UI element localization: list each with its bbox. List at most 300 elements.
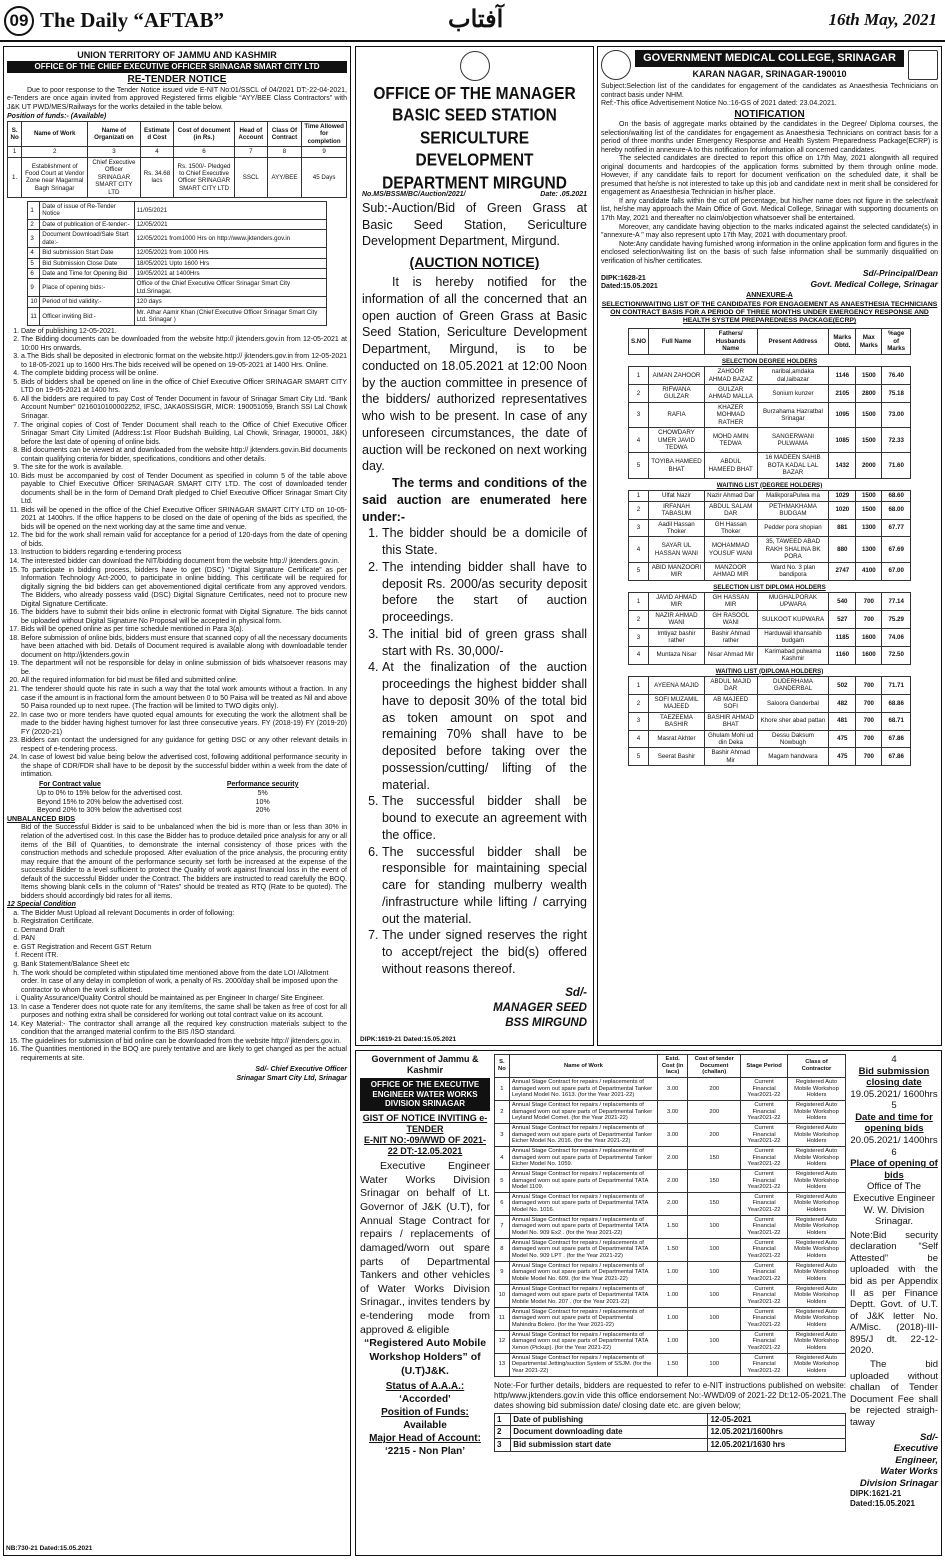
gmc-cell: Bashir Ahmad Mir xyxy=(704,748,757,766)
ww-class-cell: Registered Auto Mobile Workshop Holders xyxy=(787,1307,845,1330)
gmc-candidates-table xyxy=(628,328,911,766)
ww-gist: GIST OF NOTICE INVITING e-TENDER xyxy=(362,1113,488,1135)
ww-sig-line: Executive Engineer, xyxy=(893,1443,938,1466)
seed-body: It is hereby notified for the information of all the concerned that an open auction of Green Grass at Basic Seed Station, Sericulture Development Department, Mirgund, is to be conducted on 18.05.2021 at 12:00 Noon by the auction committee in presence of the bidders/ authorized representatives who wish to be present. In case of any unforeseen circumstances, the date of auction will be reckoned on next working day. xyxy=(362,275,587,474)
gmc-cell: 67.77 xyxy=(882,519,911,537)
sc-cell: AYY/BEE xyxy=(267,157,301,197)
ww-period-cell: Current Financial Year2021-22 xyxy=(741,1353,788,1376)
seed-sig-line: BSS MIRGUND xyxy=(505,1016,587,1029)
ww-class-cell: Registered Auto Mobile Workshop Holders xyxy=(787,1238,845,1261)
sc-schedule-cell: 6 xyxy=(28,269,40,279)
sc-special-item: b. Registration Certificate. xyxy=(21,918,347,927)
ww-cell: 100 xyxy=(688,1261,741,1284)
sc-col-number: 3 xyxy=(88,147,141,157)
ww-period-cell: Current Financial Year2021-22 xyxy=(741,1307,788,1330)
table-row xyxy=(495,1307,846,1330)
gmc-cell: 67.69 xyxy=(882,537,911,562)
gmc-cell: 1500 xyxy=(856,491,882,501)
gmc-cell: MUGHALPORAK UPWARA xyxy=(757,593,829,611)
sc-intro: Due to poor response to the Tender Notice issued vide E-NIT No:01/SSCL of 04/2021 DT:-22-04-2021, e-Tenders are once again invited from approved Registered firms eligible “AYY/BEE Class Contractors” with J&K UT PWD/MES/Railways for the works detailed in the table below. xyxy=(7,86,347,111)
gmc-cell: 1185 xyxy=(829,628,856,646)
gmc-cell: Nisar Ahmad Mir xyxy=(704,646,757,664)
table-row xyxy=(495,1192,846,1215)
sc-clause: 23. Bidders can contact the undersigned for any guidance for getting DSC or any other relevant details in respect of e-tendering process. xyxy=(21,737,347,754)
ww-cell: 100 xyxy=(688,1238,741,1261)
sc-clause: 9. The site for the work is available. xyxy=(21,464,347,473)
gmc-cell: ABDUL HAMEED BHAT xyxy=(704,453,757,478)
table-row xyxy=(628,610,910,628)
ww-period-cell: Current Financial Year2021-22 xyxy=(741,1169,788,1192)
ww-class-cell: Registered Auto Mobile Workshop Holders xyxy=(787,1100,845,1123)
gmc-cell: GH HASSAN MIR xyxy=(704,593,757,611)
sc-clause: 7. The original copies of Cost of Tender Document shall reach to the Office of Chief Executive Officer Srinagar Smart City Limited (Address:1st Floor Budshah Building, Lal Chowk, Srinagar, 190001, J&K) before the last date of opening of online bids. xyxy=(21,422,347,448)
seed-condition: 7. The under signed reserves the right to accept/reject the bid(s) offered without reasons thereof. xyxy=(382,927,587,977)
sc-unbalanced-title: UNBALANCED BIDS xyxy=(7,815,76,823)
seed-condition: 1. The bidder should be a domicile of this State. xyxy=(382,525,587,559)
sc-cell: SSCL xyxy=(234,157,267,197)
ww-dates-table xyxy=(494,1413,846,1452)
ww-right-column xyxy=(850,1054,938,1509)
ww-cell: 2 xyxy=(495,1100,510,1123)
ww-date-row xyxy=(495,1439,846,1452)
gmc-col-header: Present Address xyxy=(757,329,829,354)
gmc-cell: 72.33 xyxy=(882,428,911,453)
ww-class-cell: Registered Auto Mobile Workshop Holders xyxy=(787,1353,845,1376)
ww-cell: 5 xyxy=(495,1169,510,1192)
ww-period-cell: Current Financial Year2021-22 xyxy=(741,1261,788,1284)
table-row xyxy=(628,748,910,766)
table-row xyxy=(628,562,910,580)
ww-cell: 2.00 xyxy=(657,1146,687,1169)
ww-col-header: S. No xyxy=(495,1055,510,1078)
ww-right-label: Date and time for opening bids xyxy=(855,1111,933,1135)
ww-cell: 150 xyxy=(688,1192,741,1215)
sc-schedule-cell: 12/05/2021 xyxy=(134,219,326,229)
gmc-cell: 71.60 xyxy=(882,453,911,478)
ww-period-cell: Current Financial Year2021-22 xyxy=(741,1238,788,1261)
ww-col-header: Name of Work xyxy=(509,1055,657,1078)
gmc-cell: GH Hassan Thoker xyxy=(704,519,757,537)
ww-period-cell: Current Financial Year2021-22 xyxy=(741,1077,788,1100)
gmc-cell: Bashir Ahmad rather xyxy=(704,628,757,646)
ww-cell: 6 xyxy=(495,1192,510,1215)
sc-schedule-cell: 5 xyxy=(28,258,40,268)
ww-holders: “Registered Auto Mobile Workshop Holders” of (U.T)J&K. xyxy=(363,1337,487,1377)
sc-col-header: Estimate d Cost xyxy=(140,122,174,147)
ww-right-value: 20.05.2021/ 1400hrs xyxy=(850,1135,938,1147)
gmc-cell: NAZIR AHMAD WANI xyxy=(649,610,705,628)
gmc-cell: CHOWDARY UMER JAVID TEDWA xyxy=(649,428,705,453)
gmc-cell: TOYIBA HAMEED BHAT xyxy=(649,453,705,478)
sc-perf-cell: Beyond 20% to 30% below the advertised cost xyxy=(37,807,182,815)
ww-col-header: Cost of tender Document (challan) xyxy=(688,1055,741,1078)
sc-schedule-cell: Date of publication of E-tender:- xyxy=(40,219,134,229)
sc-special-title: 12 Special Condition xyxy=(7,901,76,909)
gmc-cell: AB MAJEED SOFI xyxy=(704,694,757,712)
gmc-cell: 1 xyxy=(628,676,648,694)
gmc-cell: Saloora Ganderbal xyxy=(757,694,829,712)
gmc-cell: Pedder pora shopian xyxy=(757,519,829,537)
sc-schedule-cell: 2 xyxy=(28,219,40,229)
gmc-cell: TAEZEEMA BASHIR xyxy=(649,712,705,730)
gmc-group-row xyxy=(628,664,910,676)
ww-class-cell: Registered Auto Mobile Workshop Holders xyxy=(787,1215,845,1238)
sc-signature: Sd/- Chief Executive Officer Srinagar Smart City Ltd, Srinagar xyxy=(236,1066,347,1082)
seed-heading-line: DEPARTMENT MIRGUND xyxy=(382,173,567,193)
sc-schedule-cell: 18/05/2021 Upto 1600 Hrs xyxy=(134,258,326,268)
gmc-cell: 700 xyxy=(856,676,882,694)
gmc-cell: 700 xyxy=(856,694,882,712)
ww-date-cell: 12.05.2021/1600hrs xyxy=(708,1426,846,1439)
gmc-cell: 1 xyxy=(628,593,648,611)
gmc-cell: 700 xyxy=(856,748,882,766)
ww-cell: Annual Stage Contract for repairs / replacements of damaged worn out spare parts of Departmental TATA Model No. 909 Ex2 . (for the Year 2021-22) xyxy=(509,1215,657,1238)
gmc-cell: 502 xyxy=(829,676,856,694)
gmc-cell: 35, TAWEED ABAD RAKH SHALINA BK PORA xyxy=(757,537,829,562)
gmc-cell: 68.60 xyxy=(882,491,911,501)
ww-col-header: Estd. Cost (in lacs) xyxy=(657,1055,687,1078)
ww-cell: 12 xyxy=(495,1330,510,1353)
ww-period-cell: Current Financial Year2021-22 xyxy=(741,1100,788,1123)
ww-class-cell: Registered Auto Mobile Workshop Holders xyxy=(787,1123,845,1146)
sc-special xyxy=(7,910,347,1004)
ww-cell: 3.00 xyxy=(657,1123,687,1146)
sc-schedule-cell: 1 xyxy=(28,201,40,219)
gmc-cell: 5 xyxy=(628,748,648,766)
ww-class-cell: Registered Auto Mobile Workshop Holders xyxy=(787,1146,845,1169)
sc-cell: Rs. 1500/- Pledged to Chief Executive Officer SRINAGAR SMART CITY LTD xyxy=(174,157,235,197)
gmc-cell: 475 xyxy=(829,730,856,748)
sc-col-number: 7 xyxy=(234,147,267,157)
ww-period-cell: Current Financial Year2021-22 xyxy=(741,1146,788,1169)
ww-note: Note:-For further details, bidders are requested to refer to e-NIT instructions published on website: http/www.jktenders.gov.in vide this office endorsement No:-WWD/09 of 2021-22 Dt:12-05-2021.The dates showing bid submission date/ closing date etc. are given below; xyxy=(494,1380,846,1410)
sc-clause: 12. The bid for the work shall remain valid for acceptance for a period of 120-days from the date of opening of bids. xyxy=(21,532,347,549)
gmc-group-title: WAITING LIST (DIPLOMA HOLDERS) xyxy=(715,667,824,675)
ww-cell: 7 xyxy=(495,1215,510,1238)
sc-clause: 10. Bids must be accompanied by cost of Tender Document as specified in column 5 of the table above payable to Chief Executive Officer SRINAGAR SMART CITY LTD. The cost of downloaded tender documents shall be in the form of Demand Draft pledged to Chief Executive Officer Srinagar Smart City Ltd. xyxy=(21,473,347,507)
sc-schedule-cell: 4 xyxy=(28,248,40,258)
sc-perf-row xyxy=(37,799,309,808)
ww-class-cell: Registered Auto Mobile Workshop Holders xyxy=(787,1261,845,1284)
ww-cell: 2.00 xyxy=(657,1169,687,1192)
ww-cell: 150 xyxy=(688,1169,741,1192)
seed-condition: 2. The intending bidder shall have to deposit Rs. 2000/as security deposit before the start of auction proceedings. xyxy=(382,559,587,626)
sc-col-number: 8 xyxy=(267,147,301,157)
gmc-cell: 1020 xyxy=(829,501,856,519)
gmc-cell: 3 xyxy=(628,628,648,646)
table-row xyxy=(628,593,910,611)
gmc-header xyxy=(601,50,938,80)
sc-clause: 4. The complete bidding process will be online. xyxy=(21,370,347,379)
sc-work-table xyxy=(7,121,347,198)
sc-ut: UNION TERRITORY OF JAMMU AND KASHMIR xyxy=(77,50,277,60)
water-works-notice xyxy=(355,1050,942,1556)
sc-schedule-row xyxy=(28,258,326,268)
sc-schedule-row xyxy=(28,230,326,248)
gmc-cell: Harduwail khansahib budgam xyxy=(757,628,829,646)
ww-period-cell: Current Financial Year2021-22 xyxy=(741,1123,788,1146)
gmc-cell: SOFI MUZAMIL MAJEED xyxy=(649,694,705,712)
sc-cell: Establishment of Food Court at Vendor Zone near Magarmal Bagh Srinagar xyxy=(22,157,88,197)
seed-heading-line: SERICULTURE DEVELOPMENT xyxy=(415,128,534,171)
ww-class-cell: Registered Auto Mobile Workshop Holders xyxy=(787,1284,845,1307)
table-row xyxy=(628,428,910,453)
ww-cell: Annual Stage Contract for repairs / replacements of damaged worn out spare parts of Departmental TATA Xenon (Pickup). (for the Year 2021-22) xyxy=(509,1330,657,1353)
sc-clause: 17. Bids will be opened online as per time schedule mentioned in Para 3(a). xyxy=(21,626,347,635)
gmc-cell: 1500 xyxy=(856,402,882,427)
page-number: 09 xyxy=(4,6,34,36)
sc-unbalanced: Bid of the Successful Bidder is said to be unbalanced when the bid is more than or less than 30% in relation of the advertised cost. In this case the Bidder has to produce detailed price analysis for any or all items of the Bill of Quantities, to demonstrate the internal consistency of those prices with the construction methods and schedule proposed. After evaluation of the price analysis, the procuring entity may require that the amount of the performance security set forth be increased at the expense of the successful Bidder to a level sufficient to protect the Quality of work against financial loss in the event of default of the successful Bidder under the Contract. The bidders are instructed to read carefully the BOQ. Items showing blank cells in the column of “Rates” should be treated as RTQ (Rate to be quoted). The bidders should accordingly bid rates for all items. xyxy=(21,824,347,900)
sc-schedule-cell: Office of the Chief Executive Officer Srinagar Smart City Ltd.Srinagar. xyxy=(134,279,326,297)
sc-schedule-cell: Officer inviting Bid:- xyxy=(40,307,134,325)
ww-cell: Annual Stage Contract for repairs / replacements of damaged worn out spare parts of Departmental Tanker Eicher Model No. 1059. xyxy=(509,1146,657,1169)
ww-right-num: 4 xyxy=(891,1054,897,1065)
gmc-paragraph: Note:Any candidate having furnished wrong information in the online application form and figures in the enclosed selection/waiting list on the basis of such false information shall be summarily disqualified on verification of his/her certificates. xyxy=(601,240,938,265)
ww-class-cell: Registered Auto Mobile Workshop Holders xyxy=(787,1077,845,1100)
sc-title: RE-TENDER NOTICE xyxy=(127,73,227,85)
sc-cell: 1. xyxy=(8,157,22,197)
sc-clause: 8. Bid documents can be viewed at and downloaded from the website http:// jktenders.gov.in.Bid documents contain qualifying criteria for bidder, specifications, conditions and other details. xyxy=(21,447,347,464)
sc-position: Position of funds:- (Available) xyxy=(7,112,107,120)
gmc-cell: 1432 xyxy=(829,453,856,478)
gmc-emblem-icon xyxy=(601,50,631,80)
ww-cell: 1.50 xyxy=(657,1215,687,1238)
sc-schedule-cell: 19/05/2021 at 1400Hrs xyxy=(134,269,326,279)
ww-date-cell: Document downloading date xyxy=(511,1426,708,1439)
seed-ref-line: No.MS/BSSM/BC/Auction/2021/ Date: .05.2021 xyxy=(362,190,587,198)
gmc-cell: 72.50 xyxy=(882,646,911,664)
gmc-cell: 2000 xyxy=(856,453,882,478)
sc-special-item: h. The work should be completed within stipulated time mentioned above from the date LOI /Allotment order. In case of any delay in completion of work, a penalty of Rs. 2000/day shall be imposed upon the contractor to whom the work is allotted. xyxy=(21,970,347,996)
table-row xyxy=(628,384,910,402)
sc-schedule-cell: 120 days xyxy=(134,297,326,307)
ww-cell: 1.00 xyxy=(657,1284,687,1307)
gmc-cell: 880 xyxy=(829,537,856,562)
ww-cell: Annual Stage Contract for repairs / replacements of damaged worn out spare parts of Departmental Mahindra Bolero. (for the Year 2021-22) xyxy=(509,1307,657,1330)
ww-right-label: Bid submission closing date xyxy=(858,1065,930,1089)
gmc-cell: 482 xyxy=(829,694,856,712)
ww-office: OFFICE OF THE EXECUTIVE ENGINEER WATER WORKS DIVISION SRINAGAR xyxy=(360,1078,490,1111)
gmc-cell: 475 xyxy=(829,748,856,766)
gmc-logo-icon xyxy=(908,50,938,80)
sc-schedule-cell: Date and Time for Opening Bid xyxy=(40,269,134,279)
sc-col-number: 2 xyxy=(22,147,88,157)
table-row xyxy=(628,694,910,712)
sc-schedule-row xyxy=(28,248,326,258)
seed-condition: 5. The successful bidder shall be bound to execute an agreement with the office. xyxy=(382,793,587,843)
sc-schedule-cell: Place of opening bids:- xyxy=(40,279,134,297)
gmc-cell: RIFWANA GULZAR xyxy=(649,384,705,402)
sc-clause: 22. In case two or more tenders have quoted equal amounts for executing the work the allotment shall be made to the bidder having highest turnover for last three consecutive years. FY (2018-19) FY (2019-20) FY (2020-21) xyxy=(21,712,347,738)
gmc-dated: Dated:15.05.2021 xyxy=(601,283,658,291)
ww-cell: 200 xyxy=(688,1100,741,1123)
ww-date-cell: Date of publishing xyxy=(511,1413,708,1426)
table-row xyxy=(495,1238,846,1261)
sc-clause: 1. Date of publishing 12-05-2021. xyxy=(21,328,347,337)
sc-clause: 19. The department will not be responsible for delay in online submission of bids whatsoever reasons may be. xyxy=(21,660,347,677)
sc-col-header: Head of Account xyxy=(234,122,267,147)
gmc-cell: ABID MANZOORI MIR xyxy=(649,562,705,580)
ww-date-row xyxy=(495,1426,846,1439)
ww-date-row xyxy=(495,1413,846,1426)
sc-schedule-cell: 3 xyxy=(28,230,40,248)
ww-col-header: Stage Period xyxy=(741,1055,788,1078)
gmc-col-header: Marks Obtd. xyxy=(829,329,856,354)
gmc-cell: 4 xyxy=(628,428,648,453)
gmc-subject: Subject:Selection list of the candidates for engagement of the candidates as Anaesthesia Technicians on contract basis under NHM. xyxy=(601,83,938,99)
gmc-cell: 527 xyxy=(829,610,856,628)
ww-cell: 100 xyxy=(688,1330,741,1353)
sc-clause: 20. All the required information for bid must be filled and submitted online. xyxy=(21,677,347,686)
gmc-cell: Sonium kunzer xyxy=(757,384,829,402)
ww-cell: 3.00 xyxy=(657,1077,687,1100)
gmc-cell: GULZAR AHMAD MALLA xyxy=(704,384,757,402)
ww-period-cell: Current Financial Year2021-22 xyxy=(741,1192,788,1215)
sc-perf-row xyxy=(37,790,309,799)
table-row xyxy=(628,712,910,730)
sc-clause: 13. Instruction to bidders regarding e-tendering process xyxy=(21,549,347,558)
sc-schedule-row xyxy=(28,269,326,279)
table-row xyxy=(495,1123,846,1146)
ww-cell: Annual Stage Contract for repairs / replacements of damaged worn out spare parts of Departmental TATA Mobile Model No. 207 . (for the Year 2021-22) xyxy=(509,1284,657,1307)
gmc-cell: 1095 xyxy=(829,402,856,427)
ww-class-cell: Registered Auto Mobile Workshop Holders xyxy=(787,1330,845,1353)
ww-signature xyxy=(850,1432,938,1490)
gmc-cell: 1300 xyxy=(856,519,882,537)
sc-clause: 15. To participate in bidding process, bidders have to get (DSC) “Digital Signature Certificate” as per Information Technology Act-2000, to participate in online bidding. This certificate will be required for digitally signing the bid bidders can get abovementioned digital certificate from any approved vendors. The Bidders, who already possess valid (DSC) Digital Signature Certificates, need not to procure new Digital Signature Certificate. xyxy=(21,567,347,610)
ww-cell: 3 xyxy=(495,1123,510,1146)
ww-dipk: DIPK:1621-21 xyxy=(850,1489,902,1499)
sc-special-item: f. Recent ITR. xyxy=(21,952,347,961)
sc-col-header: Name of Work xyxy=(22,122,88,147)
ww-cell: 10 xyxy=(495,1284,510,1307)
gmc-cell: 2747 xyxy=(829,562,856,580)
sc-clause: 21. The tenderer should quote his rate in such a way that the total work amounts without a fraction. In any case if the amount is in fractional form the amount between 0 to 50 Paisa will be treated as Nil and above 50 Paisa rounded up to next rupee. (The fraction will be limited to TWO digits only). xyxy=(21,686,347,712)
gmc-cell: BASHIR AHMAD BHAT xyxy=(704,712,757,730)
ww-bid-note: Note:Bid security declaration “Self Attested” be uploaded with the bid as per Appendix II as per Finance Deptt. Govt. of U.T. of J&K letter No. A/Misc. (2018)-III-895/J dt. 22-12-2020. xyxy=(850,1229,938,1357)
gmc-group-title: WAITING LIST (DEGREE HOLDERS) xyxy=(716,481,823,489)
gmc-cell: 700 xyxy=(856,593,882,611)
ww-cell: 11 xyxy=(495,1307,510,1330)
gmc-cell: 1600 xyxy=(856,646,882,664)
ww-date-cell: 1 xyxy=(495,1413,511,1426)
seed-conditions xyxy=(362,525,587,977)
gmc-cell: Ghulam Mohi ud din Deka xyxy=(704,730,757,748)
emblem-icon xyxy=(460,51,490,81)
table-row xyxy=(628,402,910,427)
table-row xyxy=(495,1353,846,1376)
ww-cell: 100 xyxy=(688,1307,741,1330)
seed-condition: 6. The successful bidder shall be responsible for maintaining special care for standing mulberry wealth /infrastructure while lifting / carrying out the material. xyxy=(382,844,587,928)
ww-middle-column xyxy=(494,1054,846,1452)
sc-perf-cell: 10% xyxy=(255,798,270,806)
sc-col-number: 9 xyxy=(302,147,347,157)
gmc-paragraph: On the basis of aggregate marks obtained by the candidates in the Degree/ Diploma courses, the selection/waiting list of the candidates for engagement as Anaesthesia Technicians on contract basis for a period of three months under Emergency Response and Health System Preparedness Package(ECRP) is hereby notified in annexure-A to this notification for information all concerned candidates. xyxy=(601,121,938,154)
sc-schedule-cell: Document Download/Sale Start date:- xyxy=(40,230,134,248)
ww-sig-line: Sd/- xyxy=(920,1431,938,1443)
gmc-annex-title: SELECTION/WAITING LIST OF THE CANDIDATES FOR ENGAGEMENT AS ANAESTHESIA TECHNICIANS ON CONTRACT BASIS FOR A PERIOD OF THREE MONTHS UNDER EMERGENCY RESPONSE AND HEALTH SYSTEM PREPAREDNESS PACKAGE(ECRP) xyxy=(601,300,938,325)
sc-special-item: a. The Bidder Must Upload all relevant Documents in order of following: xyxy=(21,910,347,919)
gmc-paragraph: The selected candidates are directed to report this office on 17th May, 2021 alongwith all required original documents and hardcopies of the application forms submitted by them through online mode. However, if any candidate fails to report for document verification on the scheduled date, it shall be presumed that he/she is not interested to take up this job and candidate next in merit shall be considered for engagement as Anaesthesia Technician in his/her place. xyxy=(601,155,938,197)
ww-enit: E-NIT NO:-09/WWD OF 2021-22 DT:-12.05.2021 xyxy=(363,1135,486,1157)
newspaper-name: The Daily “AFTAB” xyxy=(40,8,224,32)
sc-schedule-cell: 12/05/2021 from 1000 Hrs xyxy=(134,248,326,258)
ww-cell: 150 xyxy=(688,1146,741,1169)
ww-works-table xyxy=(494,1054,846,1377)
ww-period-cell: Current Financial Year2021-22 xyxy=(741,1330,788,1353)
sc-clause: 14. The interested bidder can download the NIT/bidding document from the website http:// jktenders.gov.in. xyxy=(21,558,347,567)
sc-col-header: S. No xyxy=(8,122,22,147)
ww-cell: Annual Stage Contract for repairs / replacements of damaged worn out spare parts of Departmental Tanker Leyland Model Comet. (for the Year 2021-22) xyxy=(509,1100,657,1123)
ww-cell: 1.00 xyxy=(657,1261,687,1284)
seed-subject: Sub:-Auction/Bid of Green Grass at Basic Seed Station, Sericulture Development Department, Mirgund. xyxy=(362,200,587,249)
gmc-cell: Dessu Daksum Nowbugh xyxy=(757,730,829,748)
table-row xyxy=(628,491,910,501)
gmc-paragraph: If any candidate falls within the cut off percentage, but his/her name does not figure in the select/wait list, he/she may approach the Main Office of Govt. Medical College, Srinagar with supporting documents on 17th May, 2021 and thereafter no claim/objection whatsoever shall be entertained. xyxy=(601,197,938,222)
gmc-cell: Ward No. 3 plan bandipora xyxy=(757,562,829,580)
sc-office: OFFICE OF THE CHIEF EXECUTIVE OFFICER SRINAGAR SMART CITY LTD xyxy=(7,61,347,73)
sc-col-number: 6 xyxy=(174,147,235,157)
gmc-cell: naribal,amdaka dal,laibazar xyxy=(757,367,829,385)
table-row xyxy=(628,628,910,646)
sc-clauses xyxy=(7,328,347,780)
gmc-cell: 1085 xyxy=(829,428,856,453)
gmc-group-row xyxy=(628,478,910,490)
table-row xyxy=(628,453,910,478)
ww-cell: Annual Stage Contract for repairs / replacements of damaged worn out spare parts of Departmental TATA Model No. 1016. xyxy=(509,1192,657,1215)
sc-special-item: c. Demand Draft xyxy=(21,927,347,936)
sc-schedule-row xyxy=(28,279,326,297)
gmc-cell: RAFIA xyxy=(649,402,705,427)
ww-date-cell: 2 xyxy=(495,1426,511,1439)
ww-cell: Annual Stage Contract for repairs / replacements of Departmental Jetting/suction System of SSJM. (for the Year 2021-22) xyxy=(509,1353,657,1376)
sc-schedule-cell: 9 xyxy=(28,279,40,297)
gmc-cell: 76.40 xyxy=(882,367,911,385)
ww-dated: Dated:15.05.2021 xyxy=(850,1499,915,1509)
gmc-cell: AIMAN ZAHOOR xyxy=(649,367,705,385)
ww-cell: 1.50 xyxy=(657,1353,687,1376)
ww-challan: The bid uploaded without challan of Tender Document Fee shall be rejected straigh-taway xyxy=(850,1359,938,1428)
gmc-cell: 3 xyxy=(628,712,648,730)
sc-clause: 24. In case of lowest bid value being below the advertised cost, following additional performance security in the shape of CDR/FDR shall have to be deposit by the successful bidder within a week from the date of intimation. xyxy=(21,754,347,780)
gmc-cell: SANGERWANI PULWAMA xyxy=(757,428,829,453)
gmc-title: GOVERNMENT MEDICAL COLLEGE, SRINAGAR xyxy=(635,50,904,67)
seed-terms: The terms and conditions of the said auction are enumerated here under:- xyxy=(362,476,587,524)
seed-heading xyxy=(362,83,587,194)
gmc-cell: Masrat Akhter xyxy=(649,730,705,748)
ww-period-cell: Current Financial Year2021-22 xyxy=(741,1284,788,1307)
sc-clause: 2. The Bidding documents can be downloaded from the website http:// jktenders.gov.in from 12-05-2021 at 10:00 Hrs onwards. xyxy=(21,336,347,353)
ww-cell: 2.00 xyxy=(657,1192,687,1215)
gmc-cell: Ulfat Nazir xyxy=(649,491,705,501)
table-row xyxy=(495,1215,846,1238)
gmc-cell: Magam handwara xyxy=(757,748,829,766)
sc-schedule-table xyxy=(27,201,326,326)
sc-final-item: 16. The Quantities mentioned in the BOQ are purely tentative and are likely to get changed as per the actual requirements at site. xyxy=(21,1046,347,1063)
sc-col-header: Class Of Contract xyxy=(267,122,301,147)
sc-schedule-cell: Bid submission Start Date xyxy=(40,248,134,258)
sc-perf-cell: 5% xyxy=(257,790,268,798)
gmc-cell: 68.86 xyxy=(882,694,911,712)
seed-sig-line: Sd/- xyxy=(565,986,587,999)
masthead xyxy=(0,0,945,42)
issue-date: 16th May, 2021 xyxy=(828,10,937,29)
gmc-cell: 4100 xyxy=(856,562,882,580)
seed-condition: 3. The initial bid of green grass shall start with Rs. 30,000/- xyxy=(382,626,587,660)
sc-schedule-cell: Date of issue of Re-Tender Notice xyxy=(40,201,134,219)
sc-col-header: Cost of document (in Rs.) xyxy=(174,122,235,147)
ww-cell: 1.00 xyxy=(657,1307,687,1330)
